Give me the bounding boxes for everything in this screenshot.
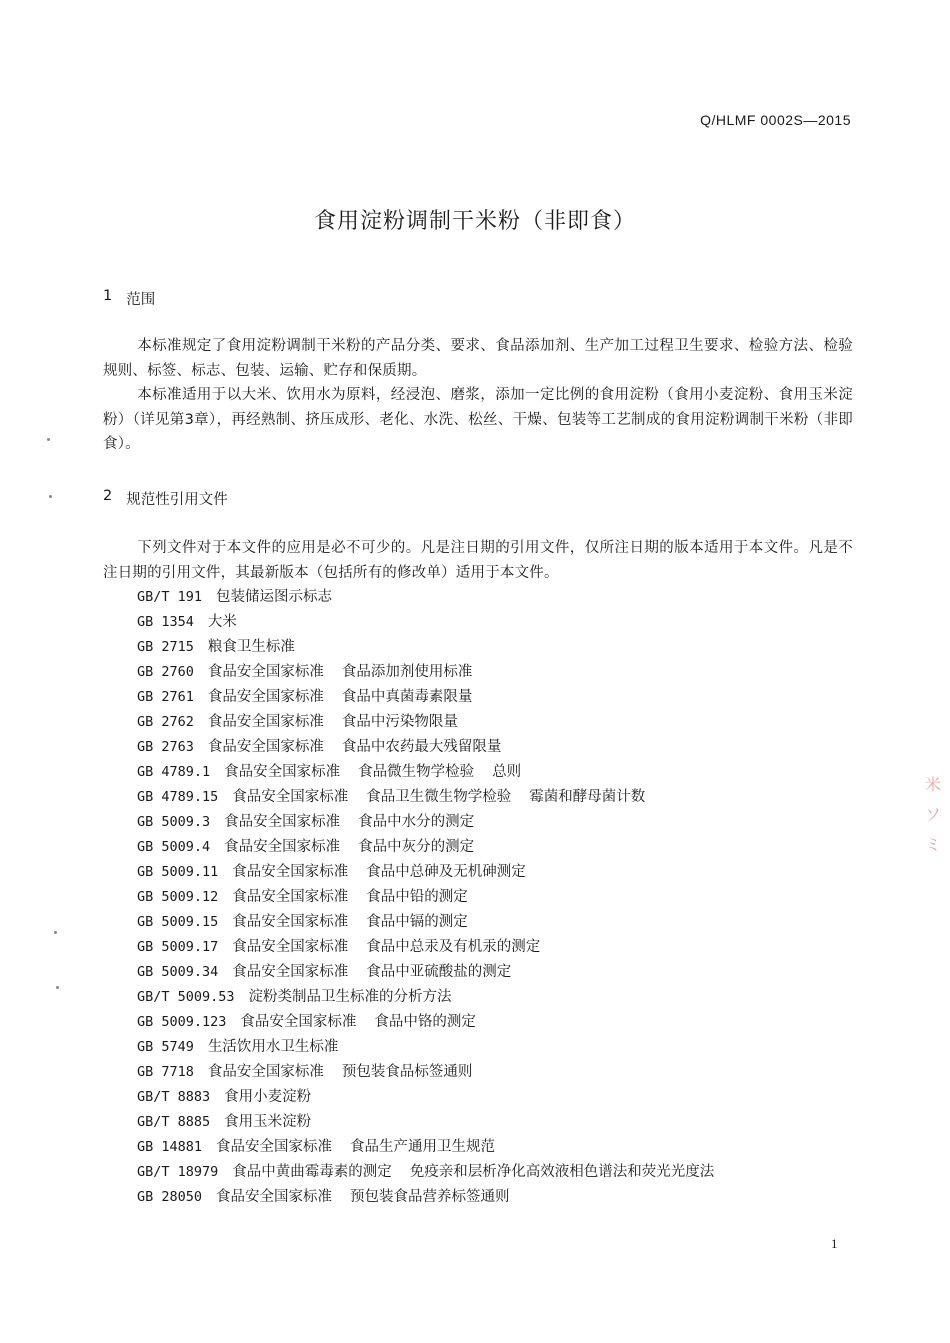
reference-code: GB/T 18979 bbox=[137, 1164, 219, 1180]
reference-item bbox=[137, 960, 732, 985]
reference-title-part: 总则 bbox=[492, 764, 522, 780]
reference-title-part: 粮食卫生标准 bbox=[207, 639, 295, 655]
reference-title-part: 食品添加剂使用标准 bbox=[341, 664, 473, 680]
scan-speck bbox=[49, 495, 52, 498]
reference-item bbox=[137, 585, 732, 610]
section-1-heading bbox=[103, 288, 155, 309]
reference-title-part: 食品中黄曲霉毒素的测定 bbox=[232, 1164, 392, 1180]
reference-title-part: 生活饮用水卫生标准 bbox=[207, 1039, 339, 1055]
reference-title-part: 食品安全国家标准 bbox=[224, 814, 341, 830]
reference-item bbox=[137, 610, 732, 635]
reference-code: GB 4789.1 bbox=[137, 764, 211, 780]
reference-code: GB 14881 bbox=[137, 1139, 203, 1155]
reference-title-part: 食品中水分的测定 bbox=[358, 814, 475, 830]
references-intro: 下列文件对于本文件的应用是必不可少的。凡是注日期的引用文件，仅所注日期的版本适用于本文件。凡是不注日期的引用文件，其最新版本（包括所有的修改单）适用于本文件。 bbox=[103, 540, 853, 581]
reference-title-part: 食用玉米淀粉 bbox=[224, 1114, 312, 1130]
reference-code: GB 5009.15 bbox=[137, 914, 219, 930]
section-2-heading bbox=[103, 488, 228, 509]
reference-code: GB 2763 bbox=[137, 739, 194, 755]
scan-speck bbox=[47, 438, 50, 441]
reference-title-part: 食品安全国家标准 bbox=[207, 664, 324, 680]
scan-speck bbox=[54, 931, 57, 934]
reference-title-part: 免疫亲和层析净化高效液相色谱法和荧光光度法 bbox=[409, 1164, 715, 1180]
reference-title-part: 食品中铬的测定 bbox=[374, 1014, 476, 1030]
reference-title-part: 预包装食品标签通则 bbox=[341, 1064, 473, 1080]
reference-code: GB 2715 bbox=[137, 639, 194, 655]
reference-code: GB 7718 bbox=[137, 1064, 194, 1080]
reference-item bbox=[137, 810, 732, 835]
reference-item bbox=[137, 1085, 732, 1110]
reference-title-part: 食品安全国家标准 bbox=[232, 939, 349, 955]
reference-item bbox=[137, 1060, 732, 1085]
section-1-title: 范围 bbox=[126, 292, 156, 308]
reference-title-part: 食品微生物学检验 bbox=[358, 764, 475, 780]
section-1-number: 1 bbox=[103, 288, 113, 304]
reference-title-part: 食品安全国家标准 bbox=[216, 1189, 333, 1205]
reference-title-part: 食品中灰分的测定 bbox=[358, 839, 475, 855]
reference-code: GB 4789.15 bbox=[137, 789, 219, 805]
reference-code: GB/T 5009.53 bbox=[137, 989, 235, 1005]
reference-item bbox=[137, 735, 732, 760]
reference-title-part: 食品安全国家标准 bbox=[207, 689, 324, 705]
reference-title-part: 食品生产通用卫生规范 bbox=[350, 1139, 496, 1155]
reference-title-part: 包装储运图示标志 bbox=[216, 589, 333, 605]
reference-item bbox=[137, 935, 732, 960]
reference-title-part: 大米 bbox=[207, 614, 237, 630]
reference-item bbox=[137, 635, 732, 660]
reference-code: GB 5009.3 bbox=[137, 814, 211, 830]
reference-title-part: 食品中污染物限量 bbox=[341, 714, 458, 730]
reference-item bbox=[137, 785, 732, 810]
scope-paragraph-1: 本标准规定了食用淀粉调制干米粉的产品分类、要求、食品添加剂、生产加工过程卫生要求、检验方法、检验规则、标签、标志、包装、运输、贮存和保质期。 bbox=[103, 338, 853, 379]
reference-code: GB 5009.11 bbox=[137, 864, 219, 880]
reference-item bbox=[137, 1185, 732, 1210]
reference-item bbox=[137, 910, 732, 935]
reference-code: GB 5749 bbox=[137, 1039, 194, 1055]
reference-item bbox=[137, 1135, 732, 1160]
reference-item bbox=[137, 860, 732, 885]
reference-title-part: 食品中总砷及无机砷测定 bbox=[366, 864, 526, 880]
reference-code: GB/T 8885 bbox=[137, 1114, 211, 1130]
reference-title-part: 食品安全国家标准 bbox=[232, 789, 349, 805]
reference-code: GB 5009.4 bbox=[137, 839, 211, 855]
reference-code: GB 5009.12 bbox=[137, 889, 219, 905]
reference-item bbox=[137, 685, 732, 710]
reference-item bbox=[137, 1110, 732, 1135]
reference-code: GB 2762 bbox=[137, 714, 194, 730]
page-number: 1 bbox=[831, 1236, 838, 1251]
reference-title-part: 食品安全国家标准 bbox=[232, 964, 349, 980]
reference-item bbox=[137, 885, 732, 910]
reference-title-part: 食品安全国家标准 bbox=[224, 839, 341, 855]
reference-item bbox=[137, 760, 732, 785]
reference-code: GB 5009.34 bbox=[137, 964, 219, 980]
reference-item bbox=[137, 1160, 732, 1185]
reference-item bbox=[137, 660, 732, 685]
reference-title-part: 食品中镉的测定 bbox=[366, 914, 468, 930]
reference-title-part: 食品安全国家标准 bbox=[207, 1064, 324, 1080]
red-stamp-mark: 米 ソ ミ bbox=[924, 775, 941, 854]
scan-speck bbox=[56, 986, 59, 989]
reference-title-part: 食品中铅的测定 bbox=[366, 889, 468, 905]
reference-item bbox=[137, 1010, 732, 1035]
reference-title-part: 食品中总汞及有机汞的测定 bbox=[366, 939, 541, 955]
reference-code: GB 1354 bbox=[137, 614, 194, 630]
reference-title-part: 食用小麦淀粉 bbox=[224, 1089, 312, 1105]
reference-title-part: 食品安全国家标准 bbox=[232, 864, 349, 880]
reference-item bbox=[137, 985, 732, 1010]
reference-title-part: 淀粉类制品卫生标准的分析方法 bbox=[248, 989, 452, 1005]
reference-title-part: 食品中亚硫酸盐的测定 bbox=[366, 964, 512, 980]
reference-list bbox=[137, 585, 732, 1210]
reference-title-part: 食品安全国家标准 bbox=[207, 714, 324, 730]
reference-code: GB 28050 bbox=[137, 1189, 203, 1205]
reference-item bbox=[137, 835, 732, 860]
reference-title-part: 食品安全国家标准 bbox=[207, 739, 324, 755]
reference-title-part: 食品中农药最大残留限量 bbox=[341, 739, 502, 755]
document-title: 食用淀粉调制干米粉（非即食） bbox=[313, 209, 636, 234]
reference-title-part: 食品中真菌毒素限量 bbox=[341, 689, 473, 705]
reference-title-part: 食品安全国家标准 bbox=[216, 1139, 333, 1155]
reference-title-part: 食品安全国家标准 bbox=[224, 764, 341, 780]
reference-code: GB 5009.17 bbox=[137, 939, 219, 955]
reference-item bbox=[137, 710, 732, 735]
reference-code: GB 5009.123 bbox=[137, 1014, 227, 1030]
reference-code: GB 2761 bbox=[137, 689, 194, 705]
reference-title-part: 霉菌和酵母菌计数 bbox=[529, 789, 646, 805]
reference-title-part: 食品安全国家标准 bbox=[232, 914, 349, 930]
reference-title-part: 预包装食品营养标签通则 bbox=[350, 1189, 510, 1205]
reference-code: GB 2760 bbox=[137, 664, 194, 680]
reference-title-part: 食品安全国家标准 bbox=[232, 889, 349, 905]
scope-paragraph-2: 本标准适用于以大米、饮用水为原料，经浸泡、磨浆，添加一定比例的食用淀粉（食用小麦淀粉、食用玉米淀粉）（详见第3章），再经熟制、挤压成形、老化、水洗、松丝、干燥、包装等工艺制成的食用淀粉调制干米粉（非即食）。 bbox=[103, 387, 853, 452]
reference-item bbox=[137, 1035, 732, 1060]
reference-title-part: 食品卫生微生物学检验 bbox=[366, 789, 512, 805]
reference-code: GB/T 191 bbox=[137, 589, 203, 605]
document-code: Q/HLMF 0002S—2015 bbox=[700, 112, 851, 128]
section-2-number: 2 bbox=[103, 488, 113, 504]
section-2-title: 规范性引用文件 bbox=[126, 492, 228, 508]
reference-title-part: 食品安全国家标准 bbox=[240, 1014, 357, 1030]
reference-code: GB/T 8883 bbox=[137, 1089, 211, 1105]
